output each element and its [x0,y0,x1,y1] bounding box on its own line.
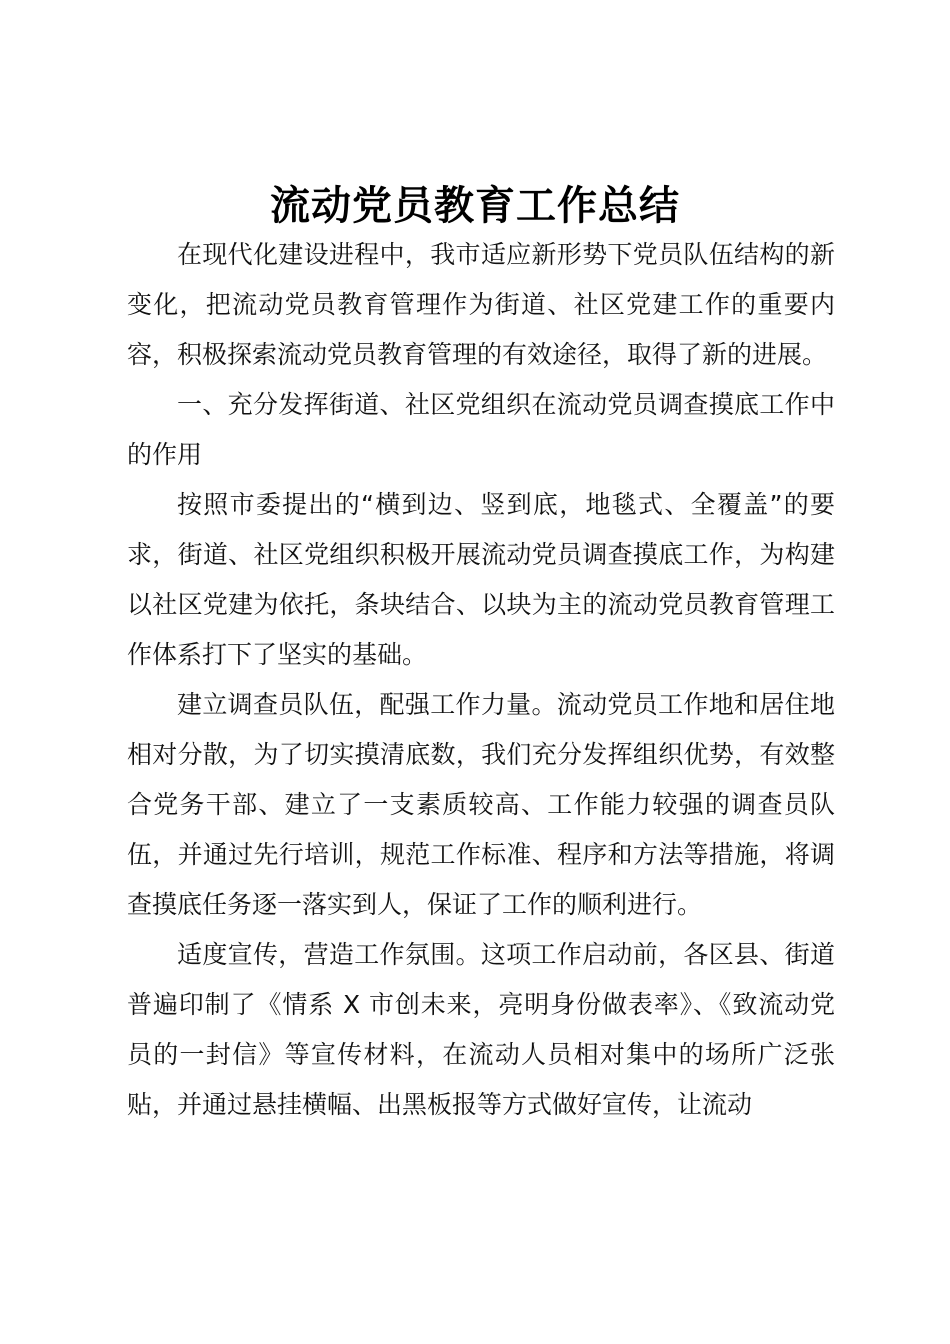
paragraph-investigator-team: 建立调查员队伍，配强工作力量。流动党员工作地和居住地相对分散，为了切实摸清底数，我们充分发挥组织优势，有效整合党务干部、建立了一支素质较高、工作能力较强的调查员队伍，并通过先行培训，规范工作标准、程序和方法等措施，将调查摸底任务逐一落实到人，保证了工作的顺利进行。 [127,690,835,919]
paragraph-requirements: 按照市委提出的“横到边、竖到底，地毯式、全覆盖”的要求，街道、社区党组织积极开展流动党员调查摸底工作，为构建以社区党建为依托，条块结合、以块为主的流动党员教育管理工作体系打下了坚实的基础。 [127,490,835,669]
paragraph-publicity: 适度宣传，营造工作氛围。这项工作启动前，各区县、街道普遍印制了《情系 X 市创未来，亮明身份做表率》、《致流动党员的一封信》等宣传材料，在流动人员相对集中的场所广泛张贴，并通过悬挂横幅、出黑板报等方式做好宣传，让流动 [127,940,835,1119]
paragraph-intro: 在现代化建设进程中，我市适应新形势下党员队伍结构的新变化，把流动党员教育管理作为街道、社区党建工作的重要内容，积极探索流动党员教育管理的有效途径，取得了新的进展。 [127,240,835,369]
document-title: 流动党员教育工作总结 [270,182,680,229]
document-body [127,230,835,1130]
section-heading-1: 一、充分发挥街道、社区党组织在流动党员调查摸底工作中的作用 [127,390,835,469]
